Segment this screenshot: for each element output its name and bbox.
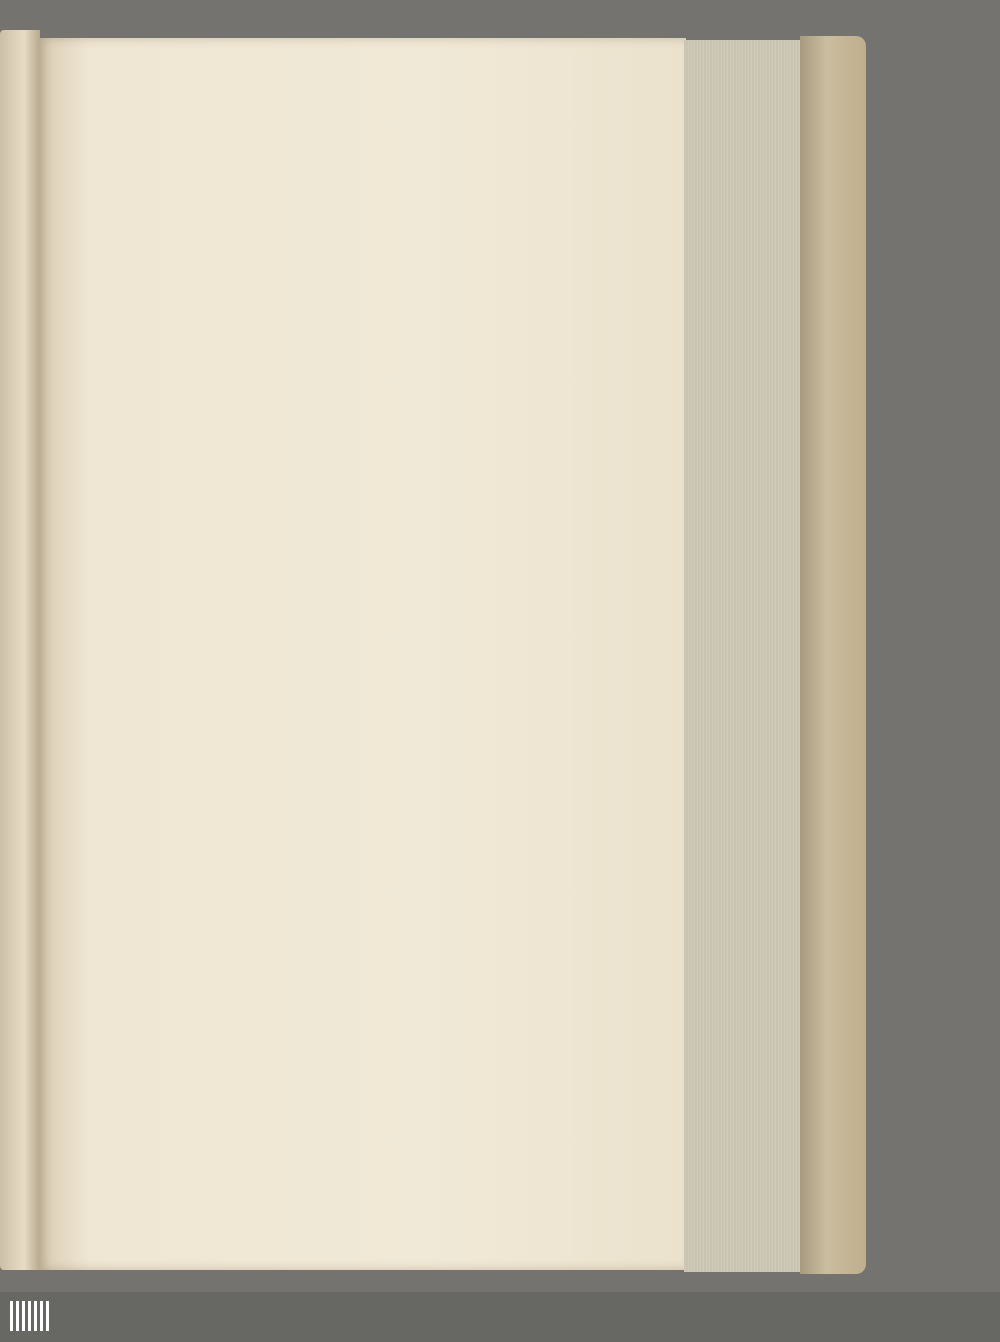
library-logo-icon	[8, 1297, 52, 1335]
book-cover-edge	[800, 36, 866, 1274]
library-footer	[0, 1292, 1000, 1342]
page-text-block	[78, 62, 618, 174]
book-page	[38, 38, 686, 1270]
running-head	[78, 62, 618, 90]
section-heading	[78, 100, 618, 130]
previous-page-fragment	[0, 86, 38, 1166]
page-stack-edge	[684, 40, 802, 1272]
page-footer-row	[78, 138, 618, 174]
